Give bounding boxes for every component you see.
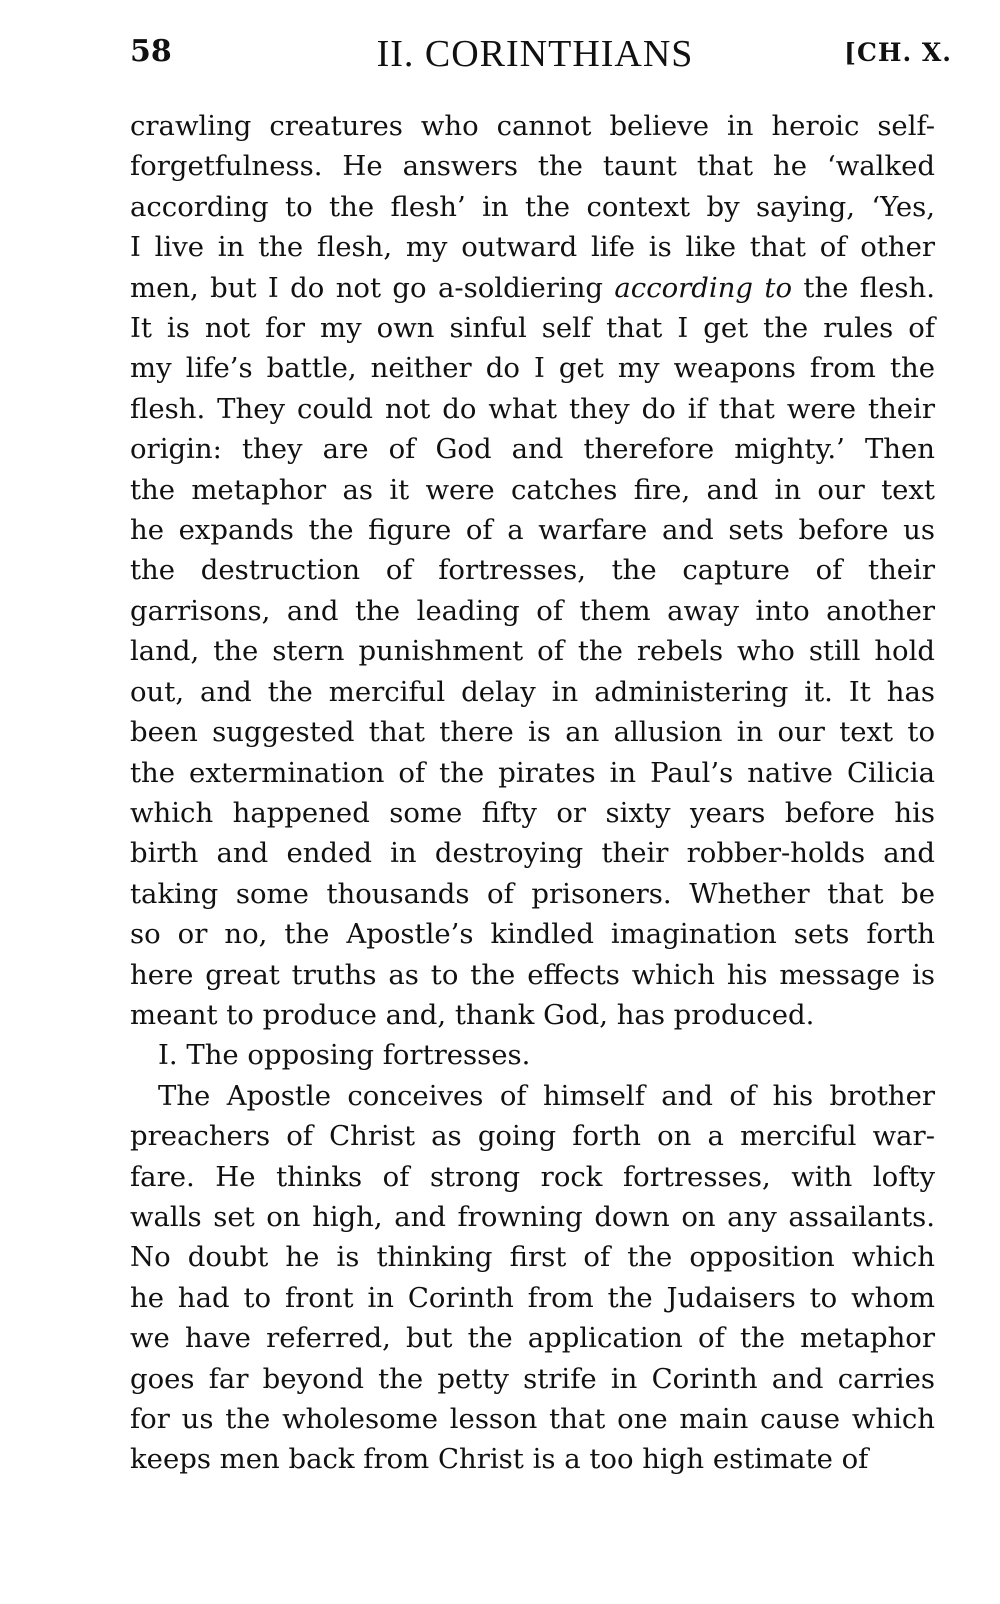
text-line: out, and the merciful delay in administering it. It has [130, 675, 935, 708]
text-line: the extermination of the pirates in Paul’s native Cilicia [130, 756, 935, 789]
chapter-reference: [CH. X. [844, 38, 952, 67]
page-header [130, 33, 952, 84]
text-line: It is not for my own sinful self that I get the rules of [130, 312, 935, 345]
text-line: forgetfulness. He answers the taunt that he ‘walked [130, 150, 935, 183]
text-line: keeps men back from Christ is a too high estimate of [130, 1443, 869, 1476]
text-line: flesh. They could not do what they do if that were their [130, 392, 935, 425]
text-line: meant to produce and, thank God, has produced. [130, 998, 815, 1031]
text-line: men, but I do not go a-soldiering according to the flesh. [130, 271, 935, 304]
text-line: the metaphor as it were catches fire, and in our text [130, 473, 935, 506]
text-line: walls set on high, and frowning down on any assailants. [130, 1200, 935, 1233]
text-line: the destruction of fortresses, the capture of their [130, 554, 935, 587]
text-line: No doubt he is thinking first of the opposition which [130, 1241, 935, 1274]
text-line: taking some thousands of prisoners. Whether that be [130, 877, 935, 910]
text-line: The Apostle conceives of himself and of his brother [158, 1079, 935, 1112]
text-line: which happened some fifty or sixty years before his [130, 796, 935, 829]
text-line: birth and ended in destroying their robber-holds and [130, 837, 935, 870]
text-line: I live in the flesh, my outward life is like that of other [130, 231, 935, 264]
text-line: land, the stern punishment of the rebels who still hold [130, 635, 935, 668]
text-line: so or no, the Apostle’s kindled imagination sets forth [130, 918, 935, 951]
page-number: 58 [130, 34, 172, 69]
text-line: for us the wholesome lesson that one main cause which [130, 1403, 935, 1435]
text-line: origin: they are of God and therefore mighty.’ Then [130, 433, 935, 466]
paragraph [130, 106, 935, 1035]
text-line: fare. He thinks of strong rock fortresses, with lofty [130, 1160, 935, 1193]
text-line: preachers of Christ as going forth on a merciful war- [130, 1120, 935, 1153]
text-line: my life’s battle, neither do I get my weapons from the [130, 352, 935, 385]
text-line: I. The opposing fortresses. [158, 1039, 531, 1072]
text-line: here great truths as to the effects which his message is [130, 958, 935, 991]
text-line: we have referred, but the application of the metaphor [130, 1322, 935, 1355]
text-line: according to the flesh’ in the context by saying, ‘Yes, [130, 190, 935, 223]
text-line: been suggested that there is an allusion in our text to [130, 716, 935, 749]
paragraph [130, 1076, 935, 1480]
text-line: garrisons, and the leading of them away into another [130, 594, 935, 627]
text-line: crawling creatures who cannot believe in heroic self- [130, 110, 935, 142]
text-line: goes far beyond the petty strife in Corinth and carries [130, 1362, 935, 1395]
running-title: II. CORINTHIANS [376, 33, 694, 75]
body-text [130, 106, 935, 1480]
text-line: he expands the figure of a warfare and sets before us [130, 514, 935, 547]
paragraph [130, 1035, 935, 1075]
text-line: he had to front in Corinth from the Judaisers to whom [130, 1281, 935, 1314]
